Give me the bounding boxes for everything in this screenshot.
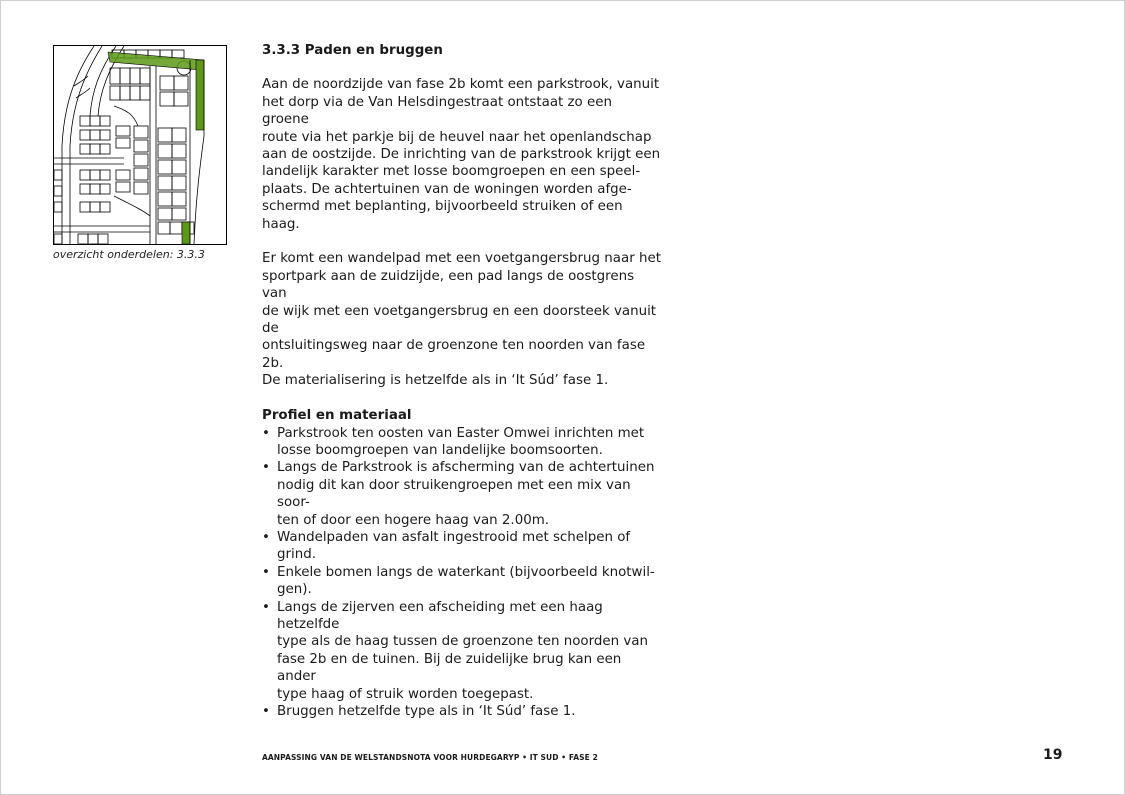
bullet-icon: • <box>262 460 270 476</box>
list-item <box>262 459 662 529</box>
bullet-list <box>262 425 662 721</box>
bullet-icon: • <box>262 425 270 441</box>
page-number: 19 <box>1043 747 1063 763</box>
list-item <box>262 425 662 460</box>
subheading: Profiel en materiaal <box>262 408 412 424</box>
bullet-icon: • <box>262 529 270 545</box>
bullet-icon: • <box>262 564 270 580</box>
list-item-text: Bruggen hetzelfde type als in ‘It Súd’ fase 1. <box>277 704 576 719</box>
list-item-text: Langs de zijerven een afscheiding met een haag hetzelfde type als de haag tussen de groenzone ten noorden van fase 2b en de tuinen. Bij de zuidelijke brug kan een ander type haag of struik worden toegepast. <box>277 599 648 702</box>
list-item-text: Langs de Parkstrook is afscherming van de achtertuinen nodig dit kan door struikengroepen met een mix van soor- ten of door een hogere haag van 2.00m. <box>277 460 655 528</box>
main-text-column <box>262 42 662 720</box>
paragraph: Aan de noordzijde van fase 2b komt een parkstrook, vanuit het dorp via de Van Helsdingestraat ontstaat zo een groene route via het parkje bij de heuvel naar het openlandschap aan de oostzijde. De inrichting van de parkstrook krijgt een landelijk karakter met losse boomgroepen en een speel- plaats. De achtertuinen van de woningen worden afge- schermd met beplanting, bijvoorbeeld struiken of een haag. <box>262 77 661 232</box>
section-title: 3.3.3 Paden en bruggen <box>262 43 443 58</box>
running-footer: AANPASSING VAN DE WELSTANDSNOTA VOOR HURDEGARYP • IT SUD • FASE 2 <box>262 753 598 762</box>
paragraph: Er komt een wandelpad met een voetgangersbrug naar het sportpark aan de zuidzijde, een pad langs de oostgrens van de wijk met een voetgangersbrug en een doorsteek vanuit de ontsluitingsweg naar de groenzone ten noorden van fase 2b. De materialisering is hetzelfde als in ‘It Súd’ fase 1. <box>262 251 661 389</box>
list-item <box>262 529 662 564</box>
bullet-icon: • <box>262 704 270 719</box>
site-plan-map <box>53 45 227 245</box>
list-item <box>262 599 662 703</box>
figure-caption: overzicht onderdelen: 3.3.3 <box>53 248 205 261</box>
list-item-text: Parkstrook ten oosten van Easter Omwei inrichten met losse boomgroepen van landelijke boomsoorten. <box>277 425 645 458</box>
list-item-text: Wandelpaden van asfalt ingestrooid met schelpen of grind. <box>277 529 631 563</box>
list-item <box>262 703 662 720</box>
list-item <box>262 564 662 599</box>
list-item-text: Enkele bomen langs de waterkant (bijvoorbeeld knotwil- gen). <box>277 564 655 598</box>
bullet-icon: • <box>262 599 270 615</box>
